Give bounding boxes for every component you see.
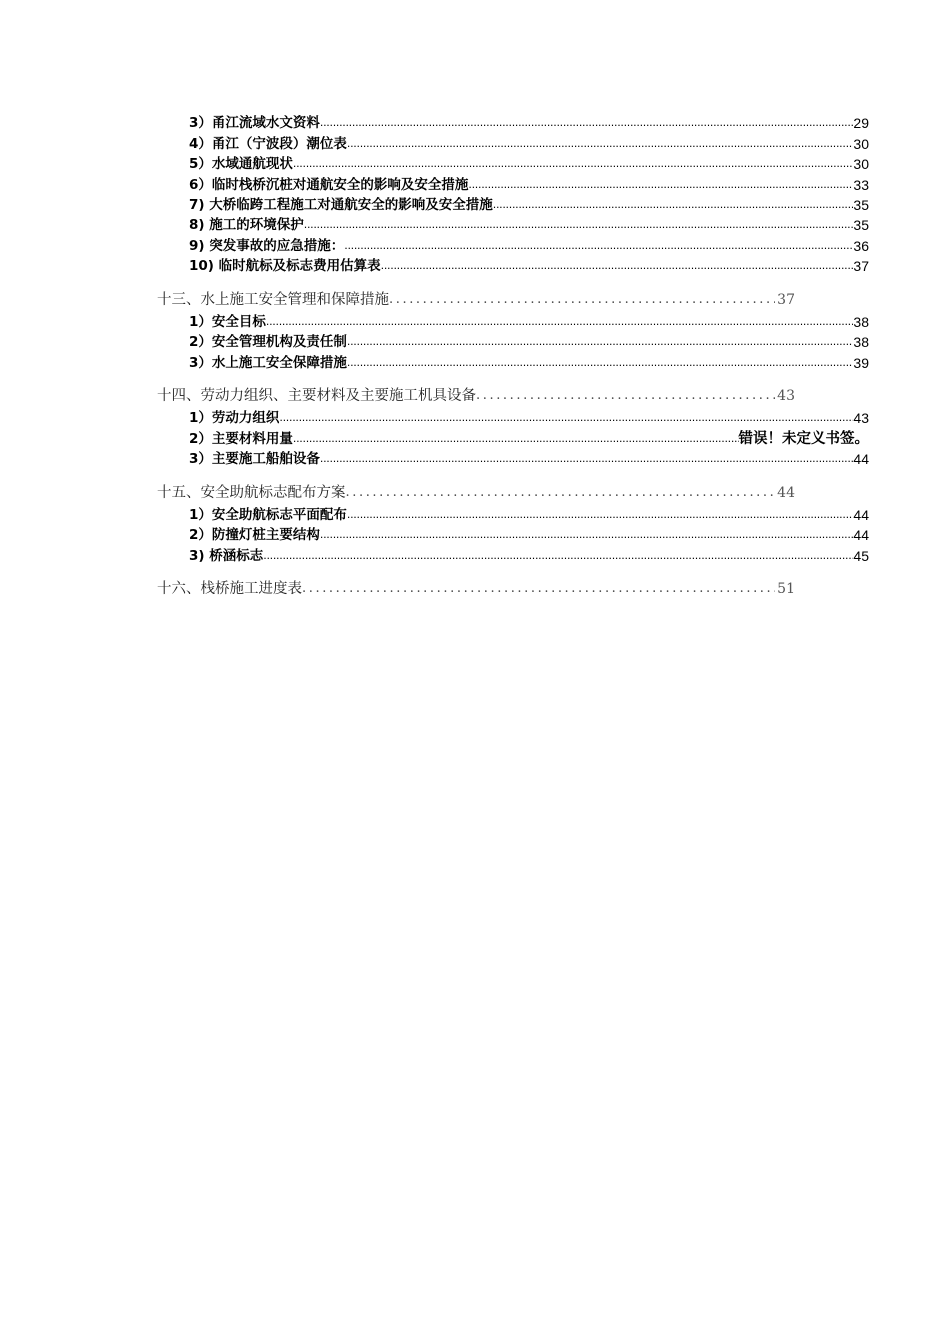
toc-entry-label: 1）安全助航标志平面配布 — [189, 507, 347, 524]
toc-entry-page: 38 — [853, 334, 869, 351]
toc-entry-label: 9) 突发事故的应急措施： — [189, 237, 345, 254]
dot-leader — [347, 332, 854, 352]
toc-entry[interactable] — [189, 505, 869, 525]
toc-section-14[interactable] — [157, 386, 795, 406]
dot-leader — [389, 290, 775, 310]
toc-entry[interactable] — [189, 545, 869, 565]
toc-entry[interactable] — [189, 449, 869, 469]
toc-section-label: 十六、栈桥施工进度表 — [157, 581, 302, 598]
toc-entry[interactable] — [189, 352, 869, 372]
toc-section-page: 37 — [777, 291, 795, 308]
toc-section-16[interactable] — [157, 579, 795, 599]
toc-entry-label: 1）劳动力组织 — [189, 410, 280, 427]
toc-entry-label: 2）安全管理机构及责任制 — [189, 334, 347, 351]
toc-entry[interactable] — [189, 428, 869, 448]
toc-entry-label: 2）主要材料用量 — [189, 430, 293, 447]
toc-entry-page: 30 — [853, 156, 869, 173]
dot-leader — [279, 408, 853, 428]
toc-section-page: 44 — [777, 484, 795, 501]
toc-entry[interactable] — [189, 332, 869, 352]
toc-entry-page: 35 — [853, 217, 869, 234]
toc-entry-label: 4）甬江（宁波段）潮位表 — [189, 135, 347, 152]
toc-entry-label: 3）水上施工安全保障措施 — [189, 354, 347, 371]
dot-leader — [320, 525, 854, 545]
toc-entry-label: 3）甬江流域水文资料 — [189, 115, 320, 132]
toc-entry[interactable] — [189, 256, 869, 276]
toc-section-13[interactable] — [157, 289, 795, 309]
toc-entry-label: 5）水域通航现状 — [189, 156, 293, 173]
dot-leader — [320, 113, 854, 133]
toc-entry-page: 37 — [853, 258, 869, 275]
toc-entry-label: 7) 大桥临跨工程施工对通航安全的影响及安全措施 — [189, 196, 493, 213]
dot-leader — [381, 256, 854, 276]
dot-leader — [347, 505, 854, 525]
dot-leader — [347, 353, 854, 373]
dot-leader — [346, 483, 776, 503]
toc-entry[interactable] — [189, 113, 869, 133]
toc-entry-page-error: 错误！未定义书签。 — [738, 430, 869, 447]
toc-entry-label: 6）临时栈桥沉桩对通航安全的影响及安全措施 — [189, 176, 469, 193]
toc-entry[interactable] — [189, 154, 869, 174]
toc-entry[interactable] — [189, 133, 869, 153]
dot-leader — [263, 546, 853, 566]
toc-entry-page: 35 — [853, 196, 869, 213]
toc-section-label: 十四、劳动力组织、主要材料及主要施工机具设备 — [157, 388, 476, 405]
toc-entry-page: 44 — [853, 507, 869, 524]
dot-leader — [476, 386, 775, 406]
toc-entry-label: 10) 临时航标及标志费用估算表 — [189, 258, 381, 275]
toc-entry[interactable] — [189, 408, 869, 428]
dot-leader — [493, 195, 854, 215]
toc-entry[interactable] — [189, 312, 869, 332]
dot-leader — [293, 429, 739, 449]
toc-entry-label: 8) 施工的环境保护 — [189, 217, 304, 234]
toc-entry-page: 43 — [853, 410, 869, 427]
toc-entry-page: 39 — [853, 354, 869, 371]
toc-entry-page: 29 — [853, 115, 869, 132]
toc-section-label: 十五、安全助航标志配布方案 — [157, 484, 346, 501]
toc-entry-label: 3）主要施工船舶设备 — [189, 451, 320, 468]
dot-leader — [266, 312, 854, 332]
toc-entry[interactable] — [189, 195, 869, 215]
dot-leader — [302, 579, 775, 599]
toc-entry-label: 2）防撞灯桩主要结构 — [189, 527, 320, 544]
dot-leader — [344, 236, 853, 256]
toc-entry-label: 3) 桥涵标志 — [189, 547, 264, 564]
toc-entry-page: 45 — [853, 547, 869, 564]
toc-entry[interactable] — [189, 174, 869, 194]
dot-leader — [304, 215, 854, 235]
toc-section-page: 43 — [777, 388, 795, 405]
toc-section-label: 十三、水上施工安全管理和保障措施 — [157, 291, 389, 308]
toc-entry[interactable] — [189, 525, 869, 545]
dot-leader — [293, 154, 854, 174]
toc-entry-page: 36 — [853, 237, 869, 254]
toc-entry-page: 44 — [853, 451, 869, 468]
toc-entry-page: 33 — [853, 176, 869, 193]
table-of-contents — [157, 113, 869, 601]
dot-leader — [347, 134, 854, 154]
toc-entry-label: 1）安全目标 — [189, 313, 266, 330]
dot-leader — [320, 449, 854, 469]
toc-entry-page: 44 — [853, 527, 869, 544]
toc-section-15[interactable] — [157, 482, 795, 502]
toc-entry-page: 38 — [853, 313, 869, 330]
toc-section-page: 51 — [777, 581, 795, 598]
dot-leader — [468, 175, 853, 195]
toc-entry[interactable] — [189, 215, 869, 235]
toc-entry-page: 30 — [853, 135, 869, 152]
toc-entry[interactable] — [189, 235, 869, 255]
